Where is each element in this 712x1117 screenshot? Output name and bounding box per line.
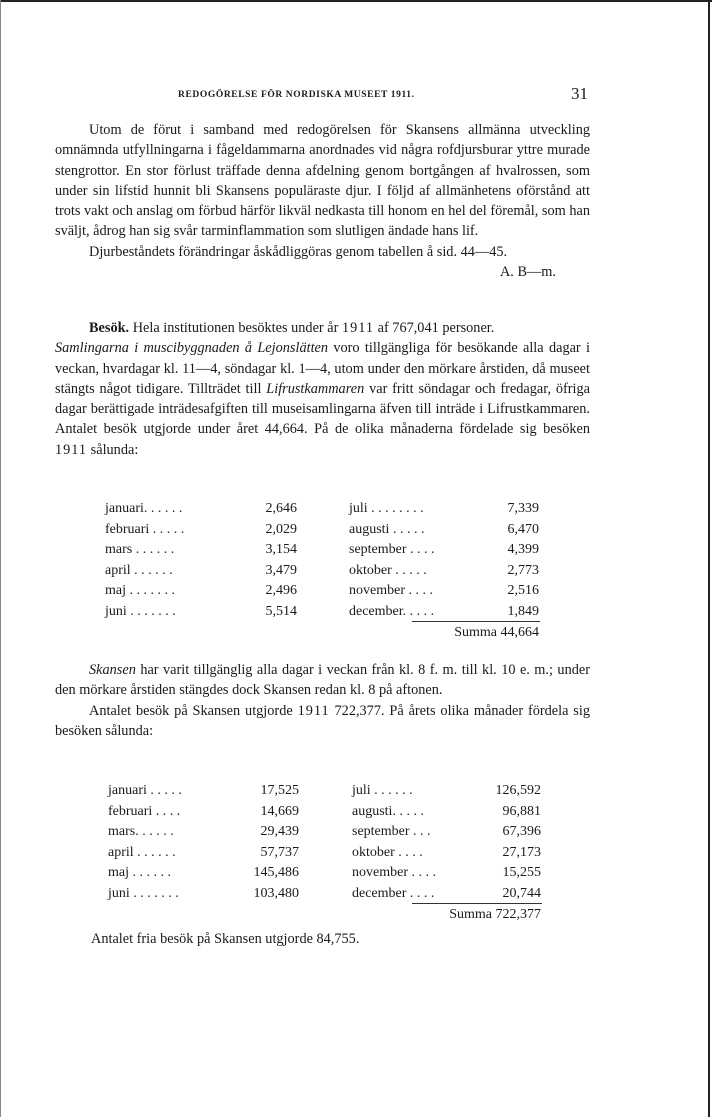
- visits-italic-collections: Samlingarna i muscibyggnaden å Lejonslätten: [55, 340, 329, 357]
- visits-text-c: voro tillgängliga för besökande alla dagar i veckan, hvardagar kl. 11—4, söndagar kl. 1—4, utom under den mörkare årstiden, då museet stängts något tidigare. Tillträdet till: [55, 340, 590, 397]
- sum-divider: [412, 903, 542, 904]
- month-label: september . . . .: [349, 542, 435, 557]
- month-value: 5,514: [265, 603, 297, 619]
- month-value: 17,525: [260, 783, 299, 798]
- sum-value: 44,664: [500, 625, 539, 640]
- table-row: [349, 520, 539, 541]
- month-value: 96,881: [502, 803, 541, 819]
- table-row: [105, 581, 297, 602]
- table-row: [349, 581, 539, 602]
- month-label: december. . . . .: [349, 603, 435, 619]
- visits-italic-armoury: Lifrustkammaren: [266, 380, 365, 397]
- visits-text-e: sålunda:: [90, 441, 139, 458]
- skansen-hours: [55, 660, 590, 701]
- table-row: [349, 561, 539, 582]
- sum-label: Summa: [454, 625, 497, 640]
- sum-label: Summa: [449, 907, 492, 922]
- page-edge-top: [0, 0, 712, 2]
- table-row: [352, 802, 541, 823]
- visits-text-b: af 767,041 personer.: [377, 320, 495, 336]
- free-visits-line: Antalet fria besök på Skansen utgjorde 84,755.: [91, 931, 360, 947]
- animals-text: Utom de förut i samband med redogörelsen för Skansens allmänna utveckling omnämnda utfyllningarna i fågeldammarna anordnades vid några rofdjursburar yttre murade stengrottor. En stor förlust träffade denna afdelning genom bortgången af hvalrossen, som under sin lifstid hunnit bli Skansens populäraste djur. I följd af allmänhetens oförstånd att trots vakt och anslag om förbud härför likväl nedkasta till honom en hel del föremål, som han sväljt, ådrog han sig svår tarminflammation som slutligen ändade hans lif.: [55, 122, 590, 240]
- table-row: [349, 499, 539, 520]
- month-value: 15,255: [502, 865, 541, 880]
- month-label: oktober . . . .: [352, 844, 423, 860]
- month-value: 103,480: [253, 885, 299, 901]
- table-row: [108, 884, 299, 905]
- table-row: [105, 520, 297, 541]
- month-value: 27,173: [502, 844, 541, 860]
- month-label: juni . . . . . . .: [108, 885, 179, 901]
- month-label: oktober . . . . .: [349, 562, 427, 578]
- paragraph-animals: [55, 120, 590, 282]
- table-row: [105, 602, 297, 623]
- skansen-visits-right-column: [352, 781, 541, 904]
- table-row: [108, 802, 299, 823]
- skansen-visits-left-column: [108, 781, 299, 904]
- month-label: maj . . . . . .: [108, 865, 171, 880]
- month-label: juli . . . . . . . .: [349, 501, 424, 516]
- month-label: mars. . . . . .: [108, 824, 174, 839]
- month-value: 2,029: [265, 521, 297, 537]
- table-row: [105, 561, 297, 582]
- month-label: januari . . . . .: [108, 783, 182, 798]
- skansen-visits-sum: [352, 905, 541, 926]
- paragraph-skansen: [55, 660, 590, 741]
- museum-visits-left-column: [105, 499, 297, 622]
- skansen-italic: Skansen: [89, 662, 136, 678]
- month-label: februari . . . .: [108, 803, 181, 819]
- month-label: april . . . . . .: [108, 844, 176, 860]
- month-label: mars . . . . . .: [105, 542, 175, 557]
- skansen-visits: [55, 701, 590, 742]
- skansen-visits-text-b: 722,377. På årets olika månader fördela sig besöken sålunda:: [55, 702, 590, 739]
- month-value: 145,486: [253, 865, 299, 880]
- month-label: september . . .: [352, 824, 431, 839]
- month-value: 2,516: [507, 583, 539, 598]
- table-row: [352, 822, 541, 843]
- page-edge-left: [0, 0, 1, 1117]
- month-value: 29,439: [260, 824, 299, 839]
- month-label: november . . . .: [352, 865, 436, 880]
- table-row: [108, 863, 299, 884]
- month-label: juli . . . . . .: [352, 783, 413, 798]
- table-row: [108, 781, 299, 802]
- month-value: 67,396: [502, 824, 541, 839]
- skansen-visits-text-a: Antalet besök på Skansen utgjorde: [89, 702, 293, 719]
- month-value: 6,470: [507, 521, 539, 537]
- visits-text-d: var fritt söndagar och fredagar, öfriga dagar berättigade inträdesafgiften till museisamlingarna äfven till inträde i Lifrustkammaren. Antalet besök utgjorde under året 44,664. På de olika månaderna fördelade sig besöken: [55, 380, 590, 438]
- sum-divider: [412, 621, 540, 622]
- visits-heading: Besök.: [89, 320, 130, 336]
- month-label: augusti. . . . .: [352, 803, 424, 819]
- table-row: [352, 843, 541, 864]
- month-label: maj . . . . . . .: [105, 583, 175, 598]
- author-signature: A. B—m.: [499, 264, 556, 281]
- table-row: [349, 540, 539, 561]
- month-value: 57,737: [260, 844, 299, 860]
- sum-value: 722,377: [495, 907, 541, 922]
- table-row: [108, 843, 299, 864]
- month-label: december . . . .: [352, 885, 435, 901]
- month-value: 20,744: [502, 885, 541, 901]
- month-value: 14,669: [260, 803, 299, 819]
- page-number: 31: [571, 84, 588, 103]
- table-row: [352, 863, 541, 884]
- table-row: [108, 822, 299, 843]
- table-row: [105, 499, 297, 520]
- month-value: 2,496: [265, 583, 297, 598]
- month-label: april . . . . . .: [105, 562, 173, 578]
- month-value: 3,154: [265, 542, 297, 557]
- visits-year2: 1911: [55, 441, 88, 458]
- month-label: augusti . . . . .: [349, 521, 425, 537]
- month-label: januari. . . . . .: [105, 501, 183, 516]
- month-value: 1,849: [507, 603, 539, 619]
- skansen-year: 1911: [297, 702, 330, 719]
- table-row: [352, 781, 541, 802]
- visits-year: 1911: [341, 320, 375, 336]
- table-row: [349, 602, 539, 623]
- month-value: 3,479: [265, 562, 297, 578]
- skansen-hours-text: har varit tillgänglig alla dagar i veckan från kl. 8 f. m. till kl. 10 e. m.; under den mörkare årstiden stängdes dock Skansen redan kl. 8 på aftonen.: [55, 662, 590, 699]
- page-edge-right: [708, 0, 710, 1117]
- month-value: 2,646: [265, 501, 297, 516]
- museum-visits-sum: [349, 623, 539, 644]
- running-header: REDOGÖRELSE FÖR NORDISKA MUSEET 1911.: [178, 90, 415, 100]
- month-label: juni . . . . . . .: [105, 603, 176, 619]
- paragraph-visits: [55, 318, 590, 460]
- table-row: [352, 884, 541, 905]
- month-value: 126,592: [495, 783, 541, 798]
- visits-text-a: Hela institutionen besöktes under år: [132, 320, 339, 336]
- museum-visits-right-column: [349, 499, 539, 622]
- month-value: 7,339: [507, 501, 539, 516]
- month-label: november . . . .: [349, 583, 433, 598]
- month-label: februari . . . . .: [105, 521, 185, 537]
- month-value: 2,773: [507, 562, 539, 578]
- table-row: [105, 540, 297, 561]
- animals-table-ref: Djurbeståndets förändringar åskådliggöras genom tabellen å sid. 44—45.: [89, 243, 508, 260]
- month-value: 4,399: [507, 542, 539, 557]
